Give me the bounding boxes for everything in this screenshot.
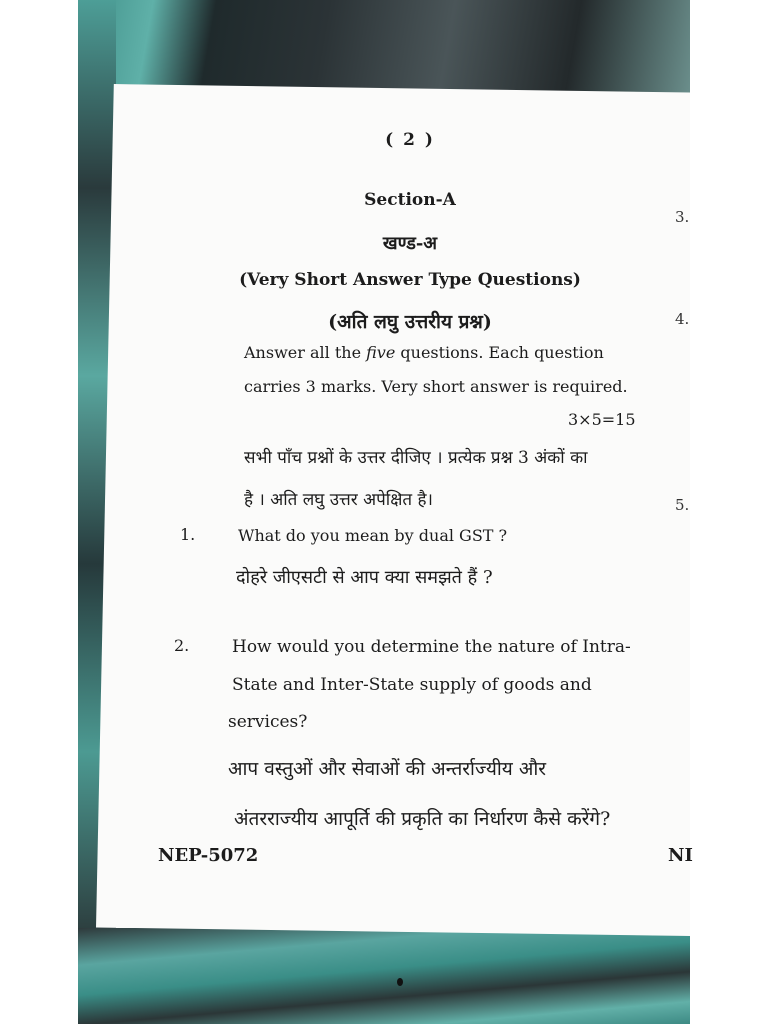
instruction-prefix: Answer all the — [244, 343, 367, 362]
question-2-text-hi-line-2: अंतरराज्यीय आपूर्ति की प्रकृति का निर्धारण कैसे करेंगे? — [234, 808, 611, 830]
fabric-background-bottom — [78, 928, 690, 1024]
question-1-number: 1. — [180, 525, 196, 544]
question-1-text-en: What do you mean by dual GST ? — [238, 526, 508, 545]
background-left — [0, 0, 78, 1024]
instruction-en-line-2: carries 3 marks. Very short answer is required. — [244, 377, 628, 396]
question-1-text-hi: दोहरे जीएसटी से आप क्या समझते हैं ? — [236, 567, 493, 588]
page-number: ( 2 ) — [385, 130, 435, 150]
question-type-hi: (अति लघु उत्तरीय प्रश्न) — [328, 311, 492, 333]
question-2-text-en-line-2: State and Inter-State supply of goods and — [232, 675, 592, 695]
question-2-text-en-line-1: How would you determine the nature of Intra- — [232, 637, 631, 657]
paper-code: NEP-5072 — [158, 845, 259, 866]
instruction-hi-line-2: है । अति लघु उत्तर अपेक्षित है। — [244, 490, 433, 510]
marks-distribution: 3×5=15 — [568, 410, 636, 429]
section-title-en: Section-A — [364, 190, 456, 210]
fabric-dot — [397, 978, 403, 986]
next-page-question-5: 5. — [675, 496, 690, 514]
question-2-text-hi-line-1: आप वस्तुओं और सेवाओं की अन्तर्राज्यीय और — [228, 758, 547, 780]
instruction-suffix: questions. Each question — [395, 343, 604, 362]
background-right — [690, 0, 768, 1024]
next-page-code-fragment: NI — [668, 845, 693, 866]
question-2-number: 2. — [174, 636, 190, 655]
question-type-en: (Very Short Answer Type Questions) — [239, 270, 581, 290]
next-page-question-3: 3. — [675, 208, 690, 226]
section-title-hi: खण्ड-अ — [382, 233, 438, 254]
instruction-en-line-1 — [244, 343, 604, 362]
instruction-emphasis: five — [366, 343, 396, 362]
question-2-text-en-line-3: services? — [228, 712, 308, 732]
next-page-question-4: 4. — [675, 310, 690, 328]
instruction-hi-line-1: सभी पाँच प्रश्नों के उत्तर दीजिए । प्रत्येक प्रश्न 3 अंकों का — [244, 448, 588, 468]
